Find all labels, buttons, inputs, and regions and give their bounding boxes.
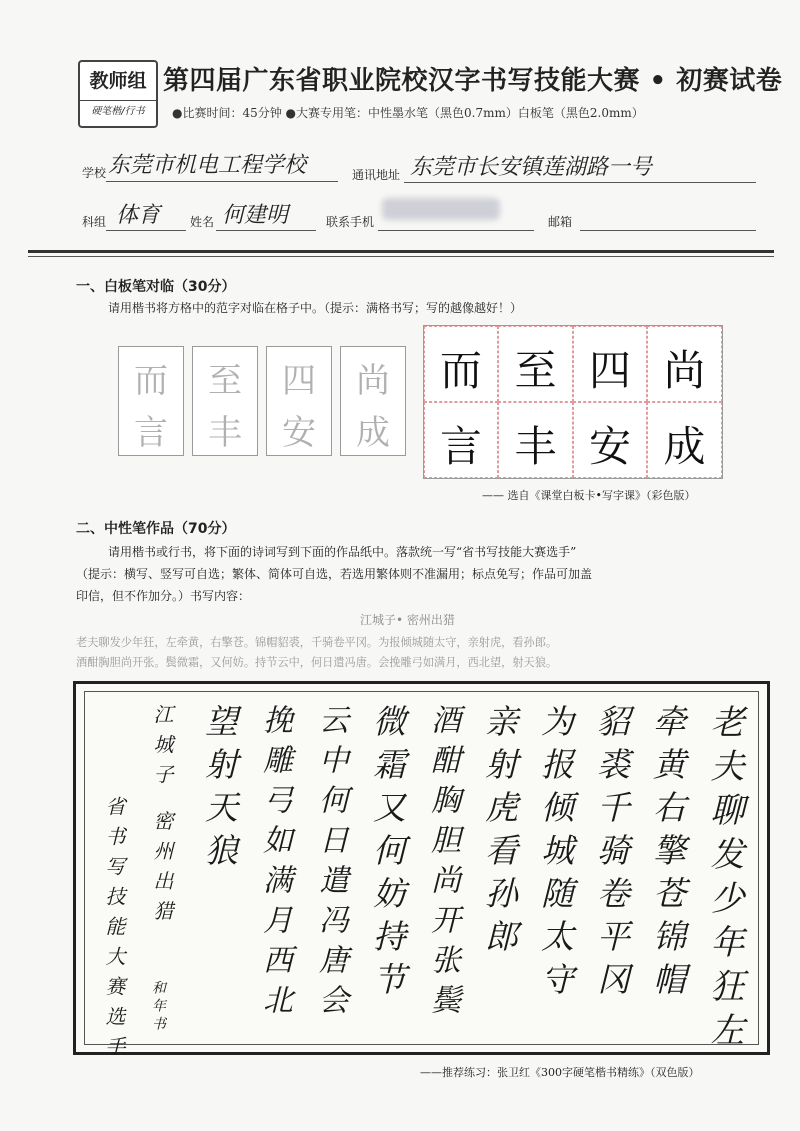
divider-thick <box>28 250 774 253</box>
artwork-column: 老夫聊发少年狂左 <box>704 704 744 1056</box>
written-char: 成 <box>663 422 706 471</box>
section1-instruction: 请用楷书将方格中的范字对临在格子中。（提示：满格书写；写的越像越好！） <box>108 301 523 315</box>
name-value[interactable]: 何建明 <box>222 203 289 228</box>
divider-thin <box>28 256 774 257</box>
written-char: 至 <box>514 346 557 395</box>
address-label: 通讯地址 <box>352 168 401 182</box>
phone-redacted <box>382 198 500 220</box>
artwork-column: 云中何日遣冯唐会 <box>313 704 348 1024</box>
name-label: 姓名 <box>190 215 215 229</box>
artwork-column: 貂裘千骑卷平冈 <box>592 704 631 1005</box>
phone-underline <box>378 229 534 231</box>
subject-underline <box>106 229 186 231</box>
ref-char: 安 <box>282 413 316 453</box>
artwork-column: 望射天狼 <box>200 704 239 876</box>
ref-char: 四 <box>282 361 316 401</box>
ref-char: 成 <box>356 413 390 453</box>
written-char: 尚 <box>663 346 706 395</box>
section2-instruction-3: 印信，但不作加分。）书写内容： <box>76 589 251 603</box>
section2-heading: 二、中性笔作品（70分） <box>76 521 236 537</box>
page-title: 第四届广东省职业院校汉字书写技能大赛 • 初赛试卷 <box>163 66 783 96</box>
recommend-note: ——推荐练习：张卫红《300字硬笔楷书精练》（双色版） <box>420 1066 700 1079</box>
badge-style-label: 硬笔楷/行书 <box>91 106 145 117</box>
ref-char: 尚 <box>356 361 390 401</box>
artwork-column: 微霜又何妨持节 <box>368 704 407 1005</box>
written-char: 言 <box>439 422 482 471</box>
ref-char: 言 <box>134 413 168 453</box>
poem-title: 江城子• 密州出猎 <box>360 613 455 627</box>
written-char: 安 <box>588 422 631 471</box>
signature-date: 和年书 <box>150 980 166 1034</box>
ref-char: 而 <box>134 361 168 401</box>
email-label: 邮箱 <box>548 215 573 229</box>
section1-heading: 一、白板笔对临（30分） <box>76 279 236 295</box>
section1-source: —— 选自《课堂白板卡•写字课》（彩色版） <box>482 489 696 502</box>
artwork-column: 酒酣胸胆尚开张鬓 <box>425 704 460 1024</box>
reference-chars <box>118 346 408 454</box>
ref-box <box>266 346 332 456</box>
subject-value[interactable]: 体育 <box>116 203 161 228</box>
school-value[interactable]: 东莞市机电工程学校 <box>108 153 307 178</box>
address-underline <box>404 181 756 183</box>
written-char: 四 <box>588 346 631 395</box>
group-badge <box>78 60 158 128</box>
poem-line-2: 酒酣胸胆尚开张。鬓微霜，又何妨。持节云中，何日遣冯唐。会挽雕弓如满月，西北望，射天狼。 <box>76 656 558 669</box>
ref-box <box>340 346 406 456</box>
ref-char: 至 <box>208 361 242 401</box>
artwork-column: 牵黄右擎苍锦帽 <box>648 704 687 1005</box>
address-value[interactable]: 东莞市长安镇莲湖路一号 <box>410 155 653 180</box>
artwork-column: 亲射虎看孙郎 <box>480 704 519 962</box>
email-underline <box>580 229 756 231</box>
school-underline <box>106 180 338 182</box>
artwork-column: 为报倾城随太守 <box>536 704 575 1005</box>
competition-rules: ●比赛时间：45分钟 ●大赛专用笔：中性墨水笔（黑色0.7mm）白板笔（黑色2.0mm） <box>172 106 644 120</box>
written-char: 而 <box>439 346 482 395</box>
written-char: 丰 <box>514 422 557 471</box>
ref-box <box>192 346 258 456</box>
section2-instruction-2: （提示：横写、竖写可自选；繁体、简体可自选，若选用繁体则不准漏用；标点免写；作品可加盖 <box>76 567 593 581</box>
artwork-column: 挽雕弓如满月西北 <box>257 704 292 1024</box>
signature-author: 省书写技能大赛选手 <box>102 796 126 1066</box>
ref-char: 丰 <box>208 413 242 453</box>
poem-line-1: 老夫聊发少年狂，左牵黄，右擎苍。锦帽貂裘，千骑卷平冈。为报倾城随太守，亲射虎，看孙郎。 <box>76 636 558 649</box>
signature-title: 江城子 密州出猎 <box>150 704 174 931</box>
ref-box <box>118 346 184 456</box>
writing-grid[interactable] <box>423 325 723 479</box>
name-underline <box>216 229 316 231</box>
section2-instruction-1: 请用楷书或行书，将下面的诗词写到下面的作品纸中。落款统一写“省书写技能大赛选手” <box>108 545 577 559</box>
subject-label: 科组 <box>82 215 107 229</box>
badge-group-label: 教师组 <box>80 62 156 101</box>
phone-label: 联系手机 <box>326 215 375 229</box>
school-label: 学校 <box>82 166 107 180</box>
